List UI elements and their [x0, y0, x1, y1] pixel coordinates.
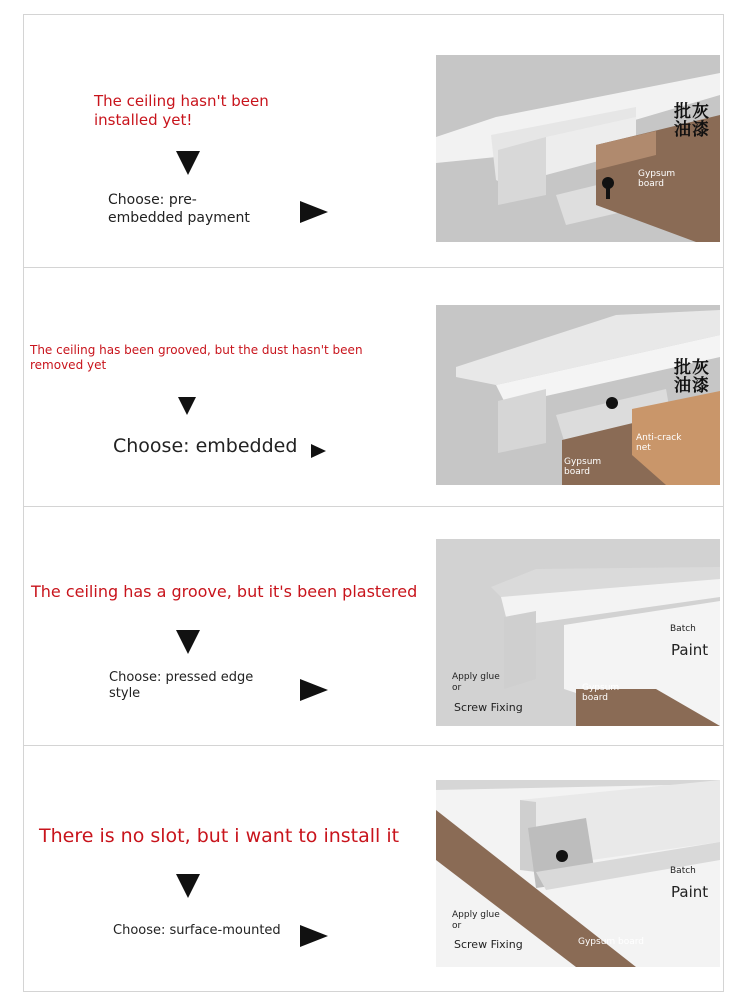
screw-fixing-label: Screw Fixing: [454, 938, 523, 951]
down-arrow-icon: [178, 397, 196, 415]
condition-text: The ceiling hasn't been installed yet!: [94, 92, 269, 129]
installation-illustration: [436, 539, 720, 726]
option-panel-pre-embedded: [24, 15, 723, 268]
down-arrow-icon: [176, 151, 200, 175]
right-arrow-icon: [311, 444, 326, 458]
apply-glue-label: Apply glue or: [452, 910, 500, 931]
gypsum-board-label: Gypsum board: [578, 937, 645, 947]
installation-illustration: [436, 55, 720, 242]
option-panel-surface-mounted: [24, 746, 723, 991]
choice-text: Choose: pressed edge style: [109, 670, 254, 702]
gypsum-board-label: Gypsum board: [564, 457, 602, 477]
paint-label: Paint: [671, 883, 709, 901]
option-panel-embedded: [24, 268, 723, 507]
chinese-label: 批灰油漆: [674, 358, 710, 396]
batch-label: Batch: [670, 866, 696, 876]
option-panel-pressed-edge: [24, 507, 723, 746]
screw-fixing-label: Screw Fixing: [454, 701, 523, 714]
right-arrow-icon: [300, 925, 328, 947]
chinese-label: 批灰油漆: [674, 102, 710, 140]
installation-illustration: [436, 305, 720, 485]
down-arrow-icon: [176, 630, 200, 654]
paint-label: Paint: [671, 641, 709, 659]
batch-label: Batch: [670, 624, 696, 634]
gypsum-board-label: Gypsum board: [638, 169, 676, 189]
choice-text: Choose: surface-mounted: [113, 923, 281, 938]
condition-text: The ceiling has been grooved, but the dust hasn't been removed yet: [30, 343, 363, 372]
right-arrow-icon: [300, 201, 328, 223]
condition-text: There is no slot, but i want to install it: [39, 825, 400, 847]
choice-text: Choose: embedded: [113, 435, 298, 457]
apply-glue-label: Apply glue or: [452, 672, 500, 693]
gypsum-board-label: Gypsum board: [582, 683, 620, 703]
choice-text: Choose: pre-embedded payment: [108, 192, 250, 226]
right-arrow-icon: [300, 679, 328, 701]
installation-illustration: [436, 780, 720, 967]
condition-text: The ceiling has a groove, but it's been plastered: [31, 582, 418, 601]
down-arrow-icon: [176, 874, 200, 898]
anti-crack-net-label: Anti-crack net: [636, 433, 682, 453]
product-infographic: [23, 14, 724, 992]
